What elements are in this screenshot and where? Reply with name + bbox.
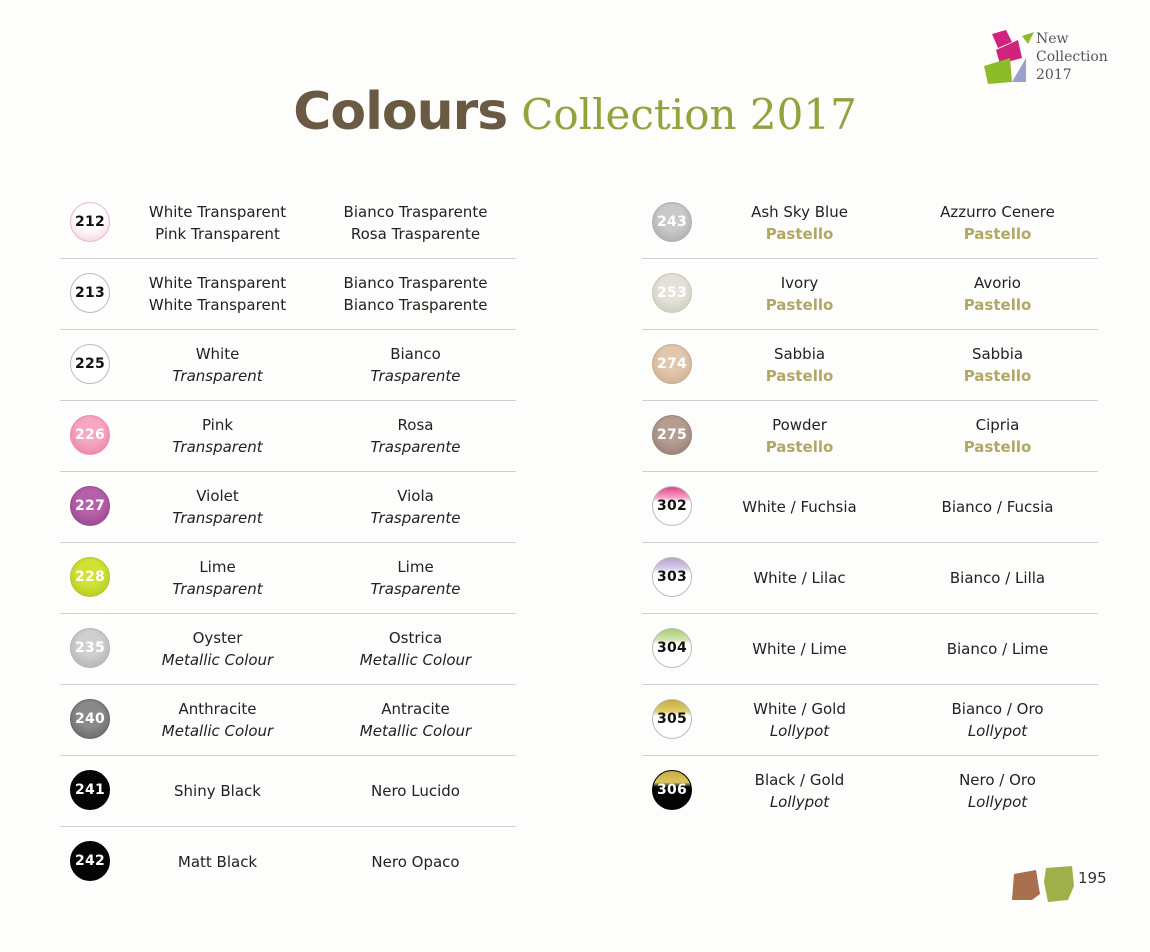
colour-name-line: Sabbia: [971, 345, 1024, 363]
colour-name-english: [722, 330, 877, 400]
colour-row: [60, 756, 516, 827]
colour-type-line: Pastello: [963, 296, 1032, 314]
colour-type-line: Metallic Colour: [359, 722, 472, 740]
colour-name-english: [140, 401, 295, 471]
logo-line-year: 2017: [1036, 67, 1072, 83]
logo-text: [1036, 30, 1108, 84]
colour-name-italian: [920, 259, 1075, 329]
colour-type-line: Pastello: [765, 296, 834, 314]
colour-type-line: Trasparente: [370, 367, 461, 385]
colour-type-line: Lollypot: [769, 722, 830, 740]
colour-name-line: Viola: [397, 487, 434, 505]
colour-row: [60, 188, 516, 259]
colour-name-line: Nero / Oro: [959, 771, 1036, 789]
colour-name-line: Rosa: [397, 416, 434, 434]
colour-type-line: Pastello: [765, 225, 834, 243]
colour-name-line: Ivory: [780, 274, 819, 292]
colour-name-english: [140, 756, 295, 826]
colour-name-line: Anthracite: [178, 700, 257, 718]
colour-swatch: 235: [70, 628, 110, 668]
colour-type-line: White Transparent: [148, 296, 287, 314]
colour-type-line: Metallic Colour: [161, 722, 274, 740]
colour-name-italian: [920, 330, 1075, 400]
colour-name-line: Black / Gold: [754, 771, 845, 789]
colour-type-line: Pastello: [963, 225, 1032, 243]
colour-swatch: 303: [652, 557, 692, 597]
colour-name-english: [722, 188, 877, 258]
colour-swatch: 253: [652, 273, 692, 313]
colour-name-line: Avorio: [974, 274, 1021, 292]
colour-type-line: Lollypot: [967, 722, 1028, 740]
colour-name-english: [140, 259, 295, 329]
colour-name-line: White Transparent: [148, 203, 287, 221]
colour-name-italian: [338, 259, 493, 329]
colour-name-line: Bianco / Lilla: [949, 569, 1046, 587]
colour-type-line: Pastello: [765, 367, 834, 385]
colour-name-line: Lime: [199, 558, 236, 576]
colour-name-english: [722, 259, 877, 329]
colour-row: [642, 614, 1098, 685]
title-script: Collection 2017: [521, 90, 857, 139]
colour-name-italian: [920, 188, 1075, 258]
colour-name-english: [722, 472, 877, 542]
colour-name-line: Violet: [196, 487, 239, 505]
colour-name-line: White Transparent: [148, 274, 287, 292]
logo-line-new: New: [1036, 31, 1069, 47]
colour-swatch: 306: [652, 770, 692, 810]
colour-name-line: Antracite: [381, 700, 450, 718]
colour-swatch: 226: [70, 415, 110, 455]
colour-name-line: Ostrica: [388, 629, 443, 647]
colour-type-line: Pastello: [963, 438, 1032, 456]
colour-row: [642, 330, 1098, 401]
colour-name-italian: [920, 685, 1075, 755]
colour-row: [642, 756, 1098, 827]
colour-type-line: Trasparente: [370, 438, 461, 456]
colour-name-line: Pink: [201, 416, 234, 434]
colour-type-line: Pink Transparent: [155, 225, 280, 243]
colour-row: [642, 543, 1098, 614]
colour-name-line: Bianco: [390, 345, 441, 363]
colour-name-line: Lime: [397, 558, 434, 576]
colour-row: [642, 259, 1098, 330]
colour-name-line: Matt Black: [177, 853, 258, 871]
colour-type-line: Transparent: [172, 509, 263, 527]
colour-name-line: Ash Sky Blue: [751, 203, 848, 221]
stone-tiles-icon: [1008, 864, 1078, 906]
colour-swatch: 225: [70, 344, 110, 384]
colour-name-italian: [338, 614, 493, 684]
colour-name-english: [140, 330, 295, 400]
colour-name-line: Bianco / Oro: [951, 700, 1044, 718]
right-colour-list: [642, 188, 1098, 827]
colour-name-line: Bianco Trasparente: [343, 274, 488, 292]
colour-swatch: 242: [70, 841, 110, 881]
colour-swatch: 241: [70, 770, 110, 810]
colour-name-english: [140, 827, 295, 897]
colour-row: [60, 259, 516, 330]
colour-row: [60, 472, 516, 543]
colour-name-line: Bianco / Fucsia: [941, 498, 1054, 516]
colour-swatch: 228: [70, 557, 110, 597]
colour-swatch: 243: [652, 202, 692, 242]
colour-name-line: Shiny Black: [174, 782, 261, 800]
colour-name-line: White / Lime: [752, 640, 847, 658]
colour-row: [60, 401, 516, 472]
colour-name-line: White / Gold: [753, 700, 846, 718]
colour-type-line: Transparent: [172, 580, 263, 598]
colour-name-line: White: [195, 345, 240, 363]
colour-name-line: Cipria: [975, 416, 1020, 434]
colour-swatch: 240: [70, 699, 110, 739]
colour-row: [642, 188, 1098, 259]
page-title: [0, 82, 1150, 142]
colour-type-line: Lollypot: [769, 793, 830, 811]
colour-name-italian: [920, 472, 1075, 542]
colour-type-line: Trasparente: [370, 580, 461, 598]
colour-name-english: [722, 614, 877, 684]
colour-name-line: Powder: [772, 416, 827, 434]
colour-name-english: [140, 188, 295, 258]
colour-name-line: White / Lilac: [753, 569, 846, 587]
left-colour-list: [60, 188, 516, 898]
colour-type-line: Metallic Colour: [161, 651, 274, 669]
colour-name-italian: [338, 188, 493, 258]
title-bold: Colours: [293, 82, 508, 142]
colour-name-italian: [338, 756, 493, 826]
colour-name-english: [140, 472, 295, 542]
colour-type-line: Metallic Colour: [359, 651, 472, 669]
colour-name-italian: [338, 472, 493, 542]
colour-type-line: Pastello: [765, 438, 834, 456]
colour-type-line: Trasparente: [370, 509, 461, 527]
colour-swatch: 275: [652, 415, 692, 455]
colour-name-line: White / Fuchsia: [742, 498, 857, 516]
colour-name-italian: [338, 330, 493, 400]
colour-name-english: [722, 685, 877, 755]
colour-swatch: 212: [70, 202, 110, 242]
colour-name-line: Bianco Trasparente: [343, 203, 488, 221]
colour-name-italian: [920, 401, 1075, 471]
colour-name-english: [722, 756, 877, 826]
colour-name-line: Sabbia: [773, 345, 826, 363]
colour-name-italian: [338, 401, 493, 471]
colour-name-english: [140, 685, 295, 755]
colour-type-line: Pastello: [963, 367, 1032, 385]
colour-row: [60, 543, 516, 614]
colour-type-line: Bianco Trasparente: [343, 296, 488, 314]
colour-swatch: 302: [652, 486, 692, 526]
colour-name-line: Bianco / Lime: [946, 640, 1049, 658]
colour-name-line: Nero Lucido: [371, 782, 460, 800]
colour-row: [60, 827, 516, 898]
colour-row: [642, 401, 1098, 472]
colour-name-english: [140, 614, 295, 684]
colour-swatch: 227: [70, 486, 110, 526]
colour-swatch: 274: [652, 344, 692, 384]
colour-name-line: Oyster: [192, 629, 243, 647]
colour-name-line: Azzurro Cenere: [940, 203, 1055, 221]
colour-name-italian: [338, 827, 493, 897]
colour-name-line: Nero Opaco: [371, 853, 460, 871]
colour-row: [60, 614, 516, 685]
page-number: 195: [1078, 869, 1107, 887]
colour-swatch: 213: [70, 273, 110, 313]
colour-name-english: [140, 543, 295, 613]
logo-line-collection: Collection: [1036, 49, 1108, 65]
colour-name-italian: [920, 756, 1075, 826]
colour-row: [642, 472, 1098, 543]
colour-name-italian: [338, 543, 493, 613]
colour-name-italian: [920, 614, 1075, 684]
colour-swatch: 304: [652, 628, 692, 668]
colour-type-line: Transparent: [172, 438, 263, 456]
colour-name-english: [722, 543, 877, 613]
colour-name-italian: [920, 543, 1075, 613]
colour-name-italian: [338, 685, 493, 755]
colour-row: [642, 685, 1098, 756]
colour-type-line: Rosa Trasparente: [350, 225, 481, 243]
colour-name-english: [722, 401, 877, 471]
colour-type-line: Transparent: [172, 367, 263, 385]
colour-type-line: Lollypot: [967, 793, 1028, 811]
colour-row: [60, 330, 516, 401]
colour-swatch: 305: [652, 699, 692, 739]
colour-row: [60, 685, 516, 756]
